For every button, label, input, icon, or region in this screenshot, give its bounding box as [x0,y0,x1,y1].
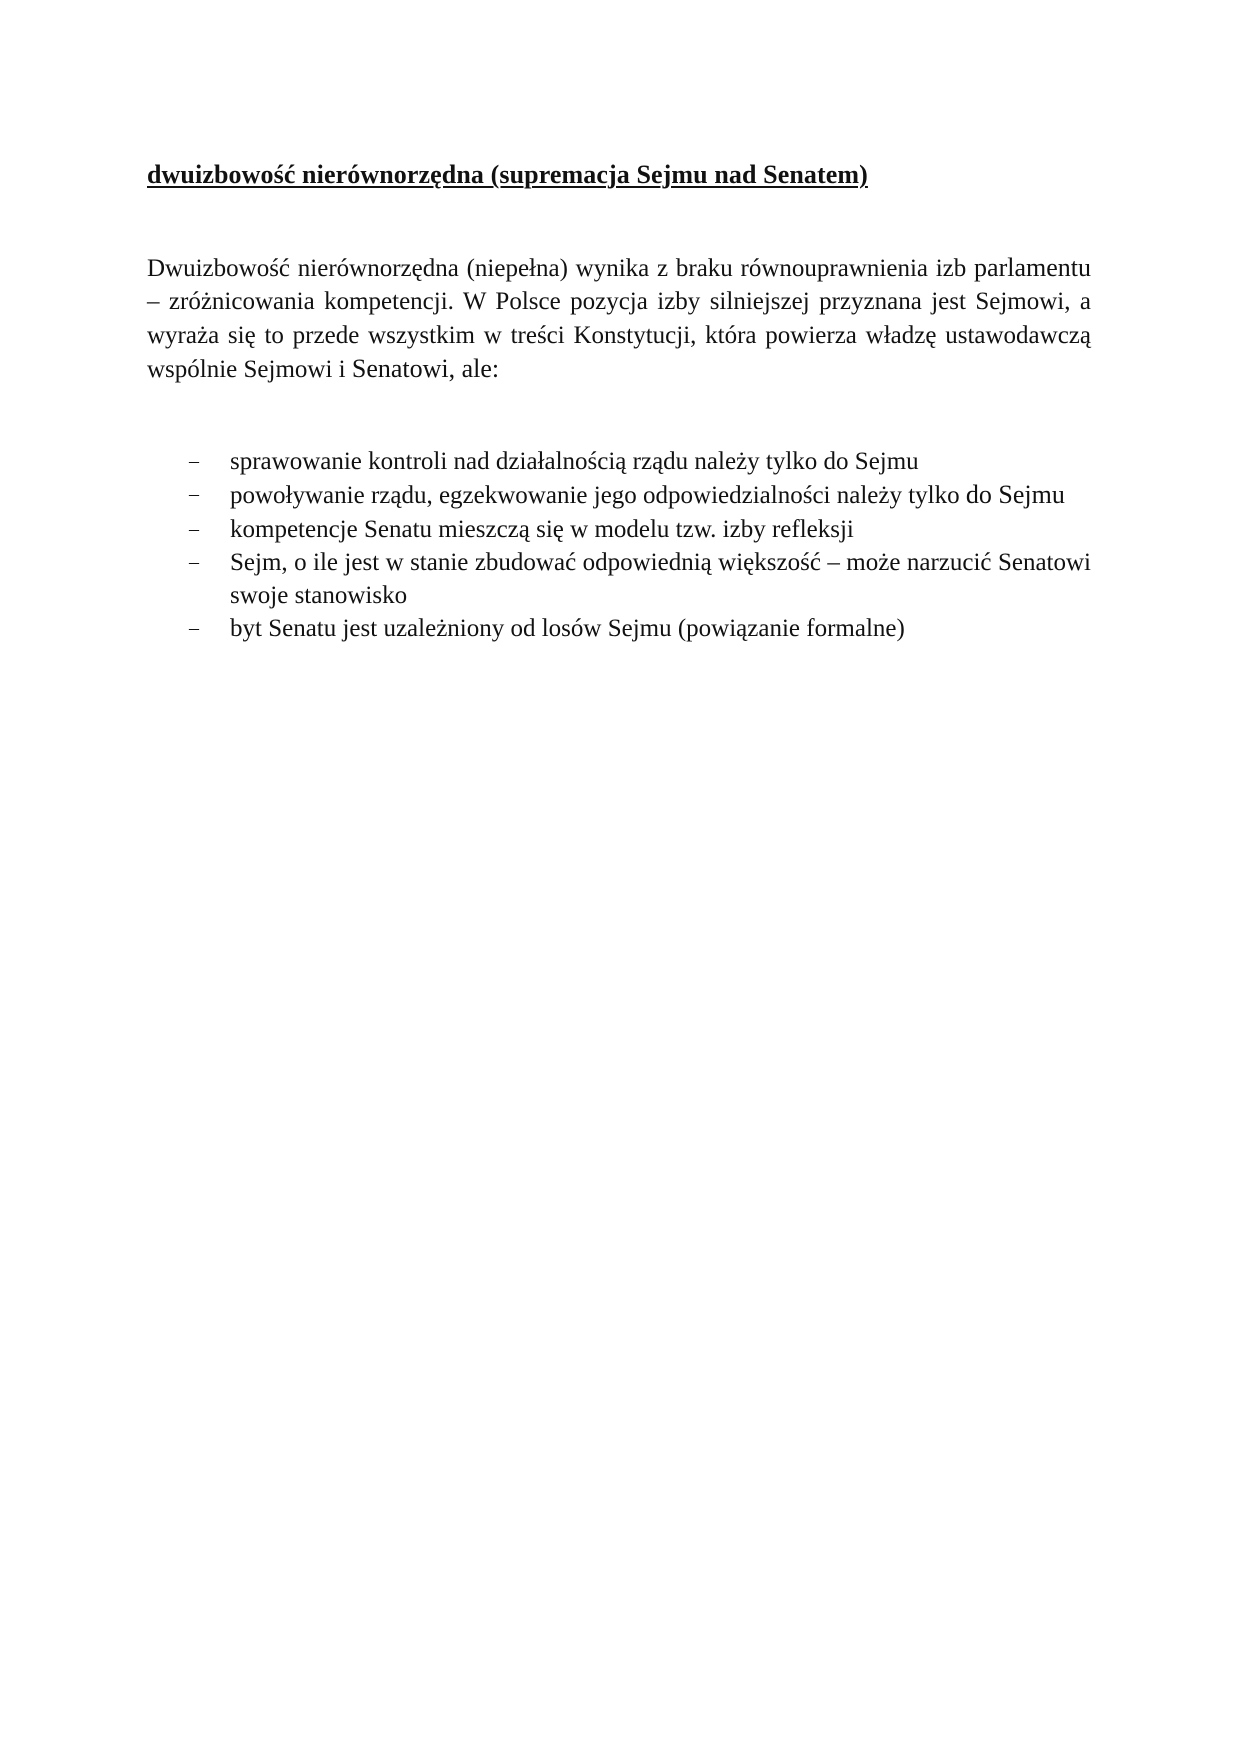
list-item-text: Sejm, o ile jest w stanie zbudować odpowiednią większość – może narzucić Senatowi swoje stanowisko [230,548,1091,610]
dash-bullet-icon: – [189,483,199,506]
intro-paragraph [147,251,1091,386]
list-item-text: byt Senatu jest uzależniony od losów Sejmu (powiązanie formalne) [230,615,905,643]
dash-bullet-icon: – [189,617,199,640]
list-item [147,445,1091,478]
document-title: dwuizbowość nierównorzędna (supremacja Sejmu nad Senatem) [147,160,868,189]
list-item-text-tail: do Sejmu [965,480,1065,510]
dash-bullet-icon: – [189,550,199,573]
bullet-list [147,445,1091,646]
list-item [147,513,1091,546]
intro-emphasis-senatowi: Senatowi, ale: [351,353,500,383]
list-item [147,612,1091,645]
dash-bullet-icon: – [189,450,199,472]
intro-text-1: Dwuizbowość nierównorzędna (niepełna) wynika z braku równouprawnienia izb [147,255,975,282]
list-item [147,478,1091,512]
list-item [147,546,1091,613]
intro-text-2: – zróżnicowania kompetencji. W Polsce pozycja izby silniejszej przyznana jest Sejmowi, a wyraża się to przede wszystkim w treści Konstytucji, która powierza władzę ustawodawczą wspólnie Sejmowi i [147,288,1091,383]
intro-emphasis-parlamentu: parlamentu [974,253,1091,282]
dash-bullet-icon: – [189,517,199,540]
list-item-text: kompetencje Senatu mieszczą się w modelu tzw. izby refleksji [230,515,854,543]
list-item-text: powoływanie rządu, egzekwowanie jego odpowiedzialności należy tylko [230,482,966,510]
list-item-text: sprawowanie kontroli nad działalnością rządu należy tylko do Sejmu [230,448,919,475]
